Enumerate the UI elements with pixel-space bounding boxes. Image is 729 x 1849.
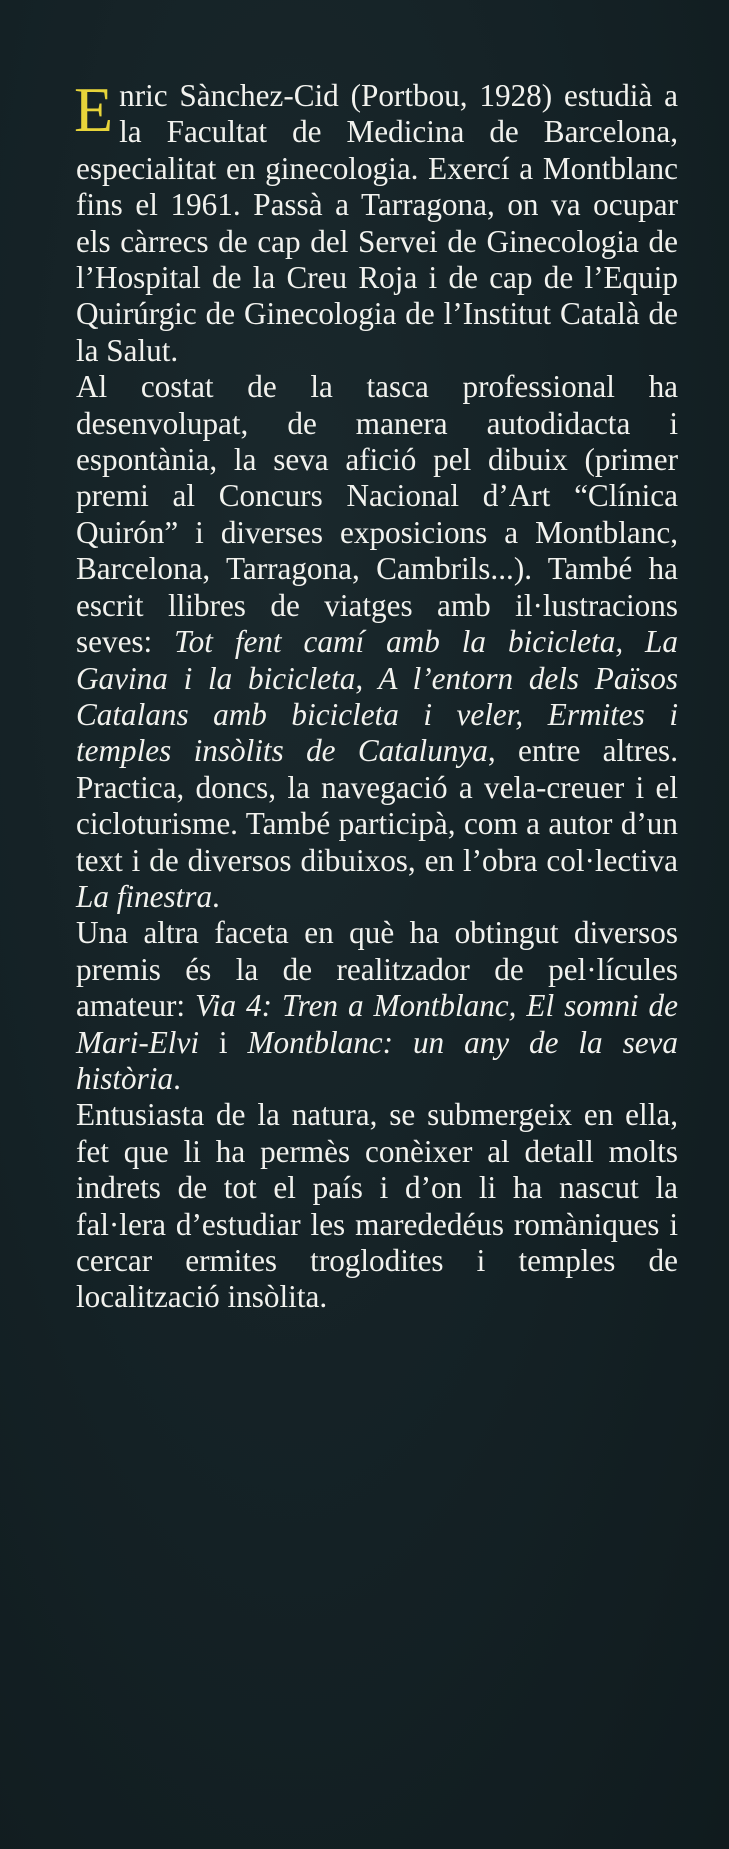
bio-paragraph-2-text-a: Al costat de la tasca professional ha desenvolupat, de manera autodidacta i espontània, la seva afició pel dibuix (primer premi al Concurs Nacional d’Art “Clínica Quirón” i diverses exposicions a Montblanc, Barcelona, Tarragona, Cambrils...). També ha escrit llibres de viatges amb il·lustracions seves: [76, 369, 678, 660]
drop-cap-initial: E [74, 74, 114, 145]
bio-paragraph-1 [74, 74, 678, 369]
book-titles: Tot fent camí amb la bicicleta, La Gavina i la bicicleta, A l’entorn dels Països Catalans amb bicicleta i veler, Ermites i temples insòlits de Catalunya [76, 624, 678, 769]
bio-paragraph-3 [76, 915, 678, 1097]
bio-paragraph-4-text: Entusiasta de la natura, se submergeix en ella, fet que li ha permès conèixer al detall molts indrets de tot el país i d’on li ha nascut la fal·lera d’estudiar les marededéus romàniques i cercar ermites troglodites i temples de localització insòlita. [76, 1097, 678, 1315]
bio-paragraph-4 [76, 1097, 678, 1315]
film-titles-b: Montblanc: un any de la seva història [76, 1024, 678, 1096]
collective-work-title: La finestra [76, 878, 213, 914]
bio-paragraph-3-text-c: . [173, 1060, 181, 1096]
bio-paragraph-3-text-a: Una altra faceta en què ha obtingut diversos premis és la de realitzador de pel·lícules amateur: [76, 915, 678, 1024]
bio-paragraph-2 [76, 369, 678, 915]
film-titles-a: Via 4: Tren a Montblanc, El somni de Mari-Elvi [76, 988, 678, 1060]
bio-paragraph-3-text-b: i [198, 1024, 248, 1060]
author-biography [74, 74, 678, 1316]
bio-paragraph-2-text-c: . [212, 878, 220, 914]
bio-paragraph-2-text-b: , entre altres. Practica, doncs, la navegació a vela-creuer i el cicloturisme. També participà, com a autor d’un text i de diversos dibuixos, en l’obra col·lectiva [76, 733, 678, 878]
bio-paragraph-1-text: nric Sànchez-Cid (Portbou, 1928) estudià a la Facultat de Medicina de Barcelona, especialitat en ginecologia. Exercí a Montblanc fins el 1961. Passà a Tarragona, on va ocupar els càrrecs de cap del Servei de Ginecologia de l’Hospital de la Creu Roja i de cap de l’Equip Quirúrgic de Ginecologia de l’Institut Català de la Salut. [76, 78, 678, 368]
